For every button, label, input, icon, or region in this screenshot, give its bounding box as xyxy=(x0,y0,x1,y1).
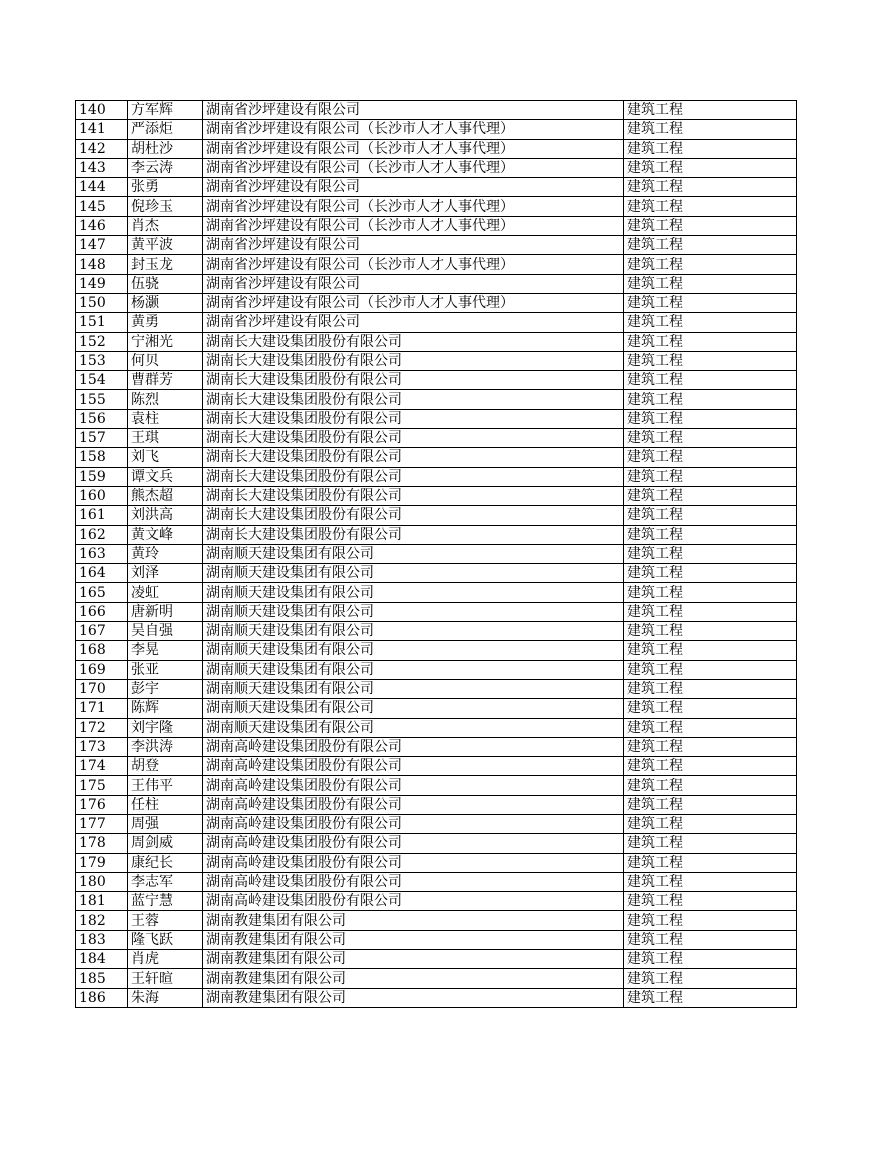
person-name-cell: 陈烈 xyxy=(128,390,203,409)
table-row xyxy=(76,930,797,949)
table-row xyxy=(76,757,797,776)
row-number-cell: 153 xyxy=(76,351,128,370)
organization-cell: 湖南高岭建设集团股份有限公司 xyxy=(203,872,624,891)
category-cell: 建筑工程 xyxy=(624,776,797,795)
person-name-cell: 谭文兵 xyxy=(128,467,203,486)
category-cell: 建筑工程 xyxy=(624,429,797,448)
category-cell: 建筑工程 xyxy=(624,101,797,120)
row-number-cell: 185 xyxy=(76,969,128,988)
person-name-cell: 周强 xyxy=(128,814,203,833)
category-cell: 建筑工程 xyxy=(624,699,797,718)
person-name-cell: 刘泽 xyxy=(128,564,203,583)
organization-cell: 湖南省沙坪建设有限公司（长沙市人才人事代理） xyxy=(203,216,624,235)
organization-cell: 湖南省沙坪建设有限公司 xyxy=(203,236,624,255)
organization-cell: 湖南长大建设集团股份有限公司 xyxy=(203,467,624,486)
person-name-cell: 黄平波 xyxy=(128,236,203,255)
organization-cell: 湖南高岭建设集团股份有限公司 xyxy=(203,795,624,814)
organization-cell: 湖南顺天建设集团有限公司 xyxy=(203,660,624,679)
table-row xyxy=(76,544,797,563)
person-name-cell: 彭宇 xyxy=(128,679,203,698)
table-row xyxy=(76,467,797,486)
organization-cell: 湖南长大建设集团股份有限公司 xyxy=(203,486,624,505)
person-name-cell: 方军辉 xyxy=(128,101,203,120)
table-row xyxy=(76,622,797,641)
row-number-cell: 145 xyxy=(76,197,128,216)
organization-cell: 湖南高岭建设集团股份有限公司 xyxy=(203,737,624,756)
person-name-cell: 李洪涛 xyxy=(128,737,203,756)
organization-cell: 湖南顺天建设集团有限公司 xyxy=(203,544,624,563)
table-row xyxy=(76,216,797,235)
person-name-cell: 熊杰超 xyxy=(128,486,203,505)
person-name-cell: 吴自强 xyxy=(128,622,203,641)
row-number-cell: 147 xyxy=(76,236,128,255)
organization-cell: 湖南高岭建设集团股份有限公司 xyxy=(203,757,624,776)
row-number-cell: 173 xyxy=(76,737,128,756)
row-number-cell: 180 xyxy=(76,872,128,891)
category-cell: 建筑工程 xyxy=(624,602,797,621)
category-cell: 建筑工程 xyxy=(624,872,797,891)
row-number-cell: 148 xyxy=(76,255,128,274)
person-name-cell: 刘宇隆 xyxy=(128,718,203,737)
person-name-cell: 肖虎 xyxy=(128,950,203,969)
row-number-cell: 169 xyxy=(76,660,128,679)
category-cell: 建筑工程 xyxy=(624,660,797,679)
person-name-cell: 黄勇 xyxy=(128,313,203,332)
organization-cell: 湖南教建集团有限公司 xyxy=(203,950,624,969)
category-cell: 建筑工程 xyxy=(624,120,797,139)
category-cell: 建筑工程 xyxy=(624,158,797,177)
organization-cell: 湖南顺天建设集团有限公司 xyxy=(203,699,624,718)
table-row xyxy=(76,409,797,428)
table-row xyxy=(76,255,797,274)
person-name-cell: 王琪 xyxy=(128,429,203,448)
category-cell: 建筑工程 xyxy=(624,390,797,409)
row-number-cell: 143 xyxy=(76,158,128,177)
organization-cell: 湖南长大建设集团股份有限公司 xyxy=(203,351,624,370)
row-number-cell: 172 xyxy=(76,718,128,737)
row-number-cell: 160 xyxy=(76,486,128,505)
organization-cell: 湖南顺天建设集团有限公司 xyxy=(203,679,624,698)
category-cell: 建筑工程 xyxy=(624,255,797,274)
person-name-cell: 唐新明 xyxy=(128,602,203,621)
table-row xyxy=(76,293,797,312)
row-number-cell: 171 xyxy=(76,699,128,718)
row-number-cell: 161 xyxy=(76,506,128,525)
person-name-cell: 李晃 xyxy=(128,641,203,660)
person-name-cell: 隆飞跃 xyxy=(128,930,203,949)
row-number-cell: 181 xyxy=(76,892,128,911)
category-cell: 建筑工程 xyxy=(624,313,797,332)
row-number-cell: 176 xyxy=(76,795,128,814)
table-row xyxy=(76,390,797,409)
person-name-cell: 张亚 xyxy=(128,660,203,679)
organization-cell: 湖南教建集团有限公司 xyxy=(203,930,624,949)
category-cell: 建筑工程 xyxy=(624,236,797,255)
person-name-cell: 王伟平 xyxy=(128,776,203,795)
person-name-cell: 周剑威 xyxy=(128,834,203,853)
category-cell: 建筑工程 xyxy=(624,950,797,969)
table-row xyxy=(76,911,797,930)
person-name-cell: 李云涛 xyxy=(128,158,203,177)
category-cell: 建筑工程 xyxy=(624,467,797,486)
category-cell: 建筑工程 xyxy=(624,718,797,737)
table-row xyxy=(76,158,797,177)
person-name-cell: 倪珍玉 xyxy=(128,197,203,216)
person-name-cell: 严添炬 xyxy=(128,120,203,139)
person-name-cell: 胡登 xyxy=(128,757,203,776)
organization-cell: 湖南省沙坪建设有限公司（长沙市人才人事代理） xyxy=(203,158,624,177)
person-name-cell: 凌虹 xyxy=(128,583,203,602)
organization-cell: 湖南顺天建设集团有限公司 xyxy=(203,602,624,621)
category-cell: 建筑工程 xyxy=(624,814,797,833)
row-number-cell: 163 xyxy=(76,544,128,563)
category-cell: 建筑工程 xyxy=(624,737,797,756)
table-row xyxy=(76,139,797,158)
row-number-cell: 179 xyxy=(76,853,128,872)
category-cell: 建筑工程 xyxy=(624,679,797,698)
table-row xyxy=(76,448,797,467)
table-row xyxy=(76,486,797,505)
row-number-cell: 174 xyxy=(76,757,128,776)
person-name-cell: 陈辉 xyxy=(128,699,203,718)
table-row xyxy=(76,679,797,698)
row-number-cell: 146 xyxy=(76,216,128,235)
table-row xyxy=(76,641,797,660)
row-number-cell: 156 xyxy=(76,409,128,428)
table-row xyxy=(76,988,797,1007)
organization-cell: 湖南教建集团有限公司 xyxy=(203,969,624,988)
category-cell: 建筑工程 xyxy=(624,757,797,776)
row-number-cell: 154 xyxy=(76,371,128,390)
organization-cell: 湖南省沙坪建设有限公司 xyxy=(203,274,624,293)
table-row xyxy=(76,371,797,390)
table-row xyxy=(76,332,797,351)
table-row xyxy=(76,795,797,814)
organization-cell: 湖南高岭建设集团股份有限公司 xyxy=(203,892,624,911)
row-number-cell: 178 xyxy=(76,834,128,853)
person-name-cell: 王轩暄 xyxy=(128,969,203,988)
row-number-cell: 142 xyxy=(76,139,128,158)
row-number-cell: 166 xyxy=(76,602,128,621)
person-name-cell: 黄文峰 xyxy=(128,525,203,544)
person-name-cell: 宁湘光 xyxy=(128,332,203,351)
row-number-cell: 167 xyxy=(76,622,128,641)
organization-cell: 湖南教建集团有限公司 xyxy=(203,911,624,930)
table-row xyxy=(76,699,797,718)
organization-cell: 湖南省沙坪建设有限公司 xyxy=(203,101,624,120)
organization-cell: 湖南长大建设集团股份有限公司 xyxy=(203,332,624,351)
table-row xyxy=(76,776,797,795)
table-row xyxy=(76,274,797,293)
category-cell: 建筑工程 xyxy=(624,930,797,949)
row-number-cell: 140 xyxy=(76,101,128,120)
category-cell: 建筑工程 xyxy=(624,197,797,216)
category-cell: 建筑工程 xyxy=(624,486,797,505)
row-number-cell: 158 xyxy=(76,448,128,467)
row-number-cell: 182 xyxy=(76,911,128,930)
table-row xyxy=(76,834,797,853)
table-row xyxy=(76,313,797,332)
table-row xyxy=(76,197,797,216)
category-cell: 建筑工程 xyxy=(624,216,797,235)
category-cell: 建筑工程 xyxy=(624,622,797,641)
person-name-cell: 袁柱 xyxy=(128,409,203,428)
organization-cell: 湖南教建集团有限公司 xyxy=(203,988,624,1007)
table-row xyxy=(76,602,797,621)
row-number-cell: 149 xyxy=(76,274,128,293)
person-name-cell: 刘洪高 xyxy=(128,506,203,525)
table-row xyxy=(76,892,797,911)
category-cell: 建筑工程 xyxy=(624,853,797,872)
table-row xyxy=(76,564,797,583)
organization-cell: 湖南省沙坪建设有限公司 xyxy=(203,313,624,332)
table-row xyxy=(76,853,797,872)
organization-cell: 湖南顺天建设集团有限公司 xyxy=(203,641,624,660)
row-number-cell: 183 xyxy=(76,930,128,949)
table-row xyxy=(76,737,797,756)
organization-cell: 湖南长大建设集团股份有限公司 xyxy=(203,448,624,467)
row-number-cell: 144 xyxy=(76,178,128,197)
row-number-cell: 184 xyxy=(76,950,128,969)
person-name-cell: 胡杜沙 xyxy=(128,139,203,158)
person-name-cell: 肖杰 xyxy=(128,216,203,235)
row-number-cell: 141 xyxy=(76,120,128,139)
category-cell: 建筑工程 xyxy=(624,564,797,583)
person-name-cell: 蓝宁慧 xyxy=(128,892,203,911)
category-cell: 建筑工程 xyxy=(624,332,797,351)
row-number-cell: 151 xyxy=(76,313,128,332)
row-number-cell: 159 xyxy=(76,467,128,486)
row-number-cell: 177 xyxy=(76,814,128,833)
category-cell: 建筑工程 xyxy=(624,371,797,390)
organization-cell: 湖南省沙坪建设有限公司（长沙市人才人事代理） xyxy=(203,120,624,139)
organization-cell: 湖南顺天建设集团有限公司 xyxy=(203,564,624,583)
table-row xyxy=(76,718,797,737)
category-cell: 建筑工程 xyxy=(624,795,797,814)
table-row xyxy=(76,872,797,891)
organization-cell: 湖南长大建设集团股份有限公司 xyxy=(203,506,624,525)
person-name-cell: 伍骁 xyxy=(128,274,203,293)
table-row xyxy=(76,506,797,525)
table-row xyxy=(76,351,797,370)
row-number-cell: 155 xyxy=(76,390,128,409)
category-cell: 建筑工程 xyxy=(624,641,797,660)
organization-cell: 湖南省沙坪建设有限公司（长沙市人才人事代理） xyxy=(203,197,624,216)
category-cell: 建筑工程 xyxy=(624,525,797,544)
organization-cell: 湖南省沙坪建设有限公司（长沙市人才人事代理） xyxy=(203,139,624,158)
organization-cell: 湖南高岭建设集团股份有限公司 xyxy=(203,834,624,853)
row-number-cell: 165 xyxy=(76,583,128,602)
row-number-cell: 152 xyxy=(76,332,128,351)
table-row xyxy=(76,814,797,833)
table-row xyxy=(76,969,797,988)
category-cell: 建筑工程 xyxy=(624,988,797,1007)
row-number-cell: 162 xyxy=(76,525,128,544)
person-name-cell: 康纪长 xyxy=(128,853,203,872)
roster-table xyxy=(75,100,797,1008)
person-name-cell: 何贝 xyxy=(128,351,203,370)
table-row xyxy=(76,583,797,602)
category-cell: 建筑工程 xyxy=(624,969,797,988)
row-number-cell: 150 xyxy=(76,293,128,312)
table-row xyxy=(76,120,797,139)
organization-cell: 湖南长大建设集团股份有限公司 xyxy=(203,525,624,544)
category-cell: 建筑工程 xyxy=(624,911,797,930)
organization-cell: 湖南省沙坪建设有限公司（长沙市人才人事代理） xyxy=(203,293,624,312)
category-cell: 建筑工程 xyxy=(624,409,797,428)
organization-cell: 湖南长大建设集团股份有限公司 xyxy=(203,409,624,428)
table-row xyxy=(76,178,797,197)
organization-cell: 湖南高岭建设集团股份有限公司 xyxy=(203,814,624,833)
person-name-cell: 杨灏 xyxy=(128,293,203,312)
table-row xyxy=(76,950,797,969)
organization-cell: 湖南顺天建设集团有限公司 xyxy=(203,583,624,602)
table-row xyxy=(76,236,797,255)
organization-cell: 湖南长大建设集团股份有限公司 xyxy=(203,371,624,390)
roster-table-body xyxy=(76,101,797,1008)
category-cell: 建筑工程 xyxy=(624,834,797,853)
organization-cell: 湖南省沙坪建设有限公司（长沙市人才人事代理） xyxy=(203,255,624,274)
table-row xyxy=(76,429,797,448)
category-cell: 建筑工程 xyxy=(624,139,797,158)
person-name-cell: 封玉龙 xyxy=(128,255,203,274)
person-name-cell: 黄玲 xyxy=(128,544,203,563)
category-cell: 建筑工程 xyxy=(624,506,797,525)
category-cell: 建筑工程 xyxy=(624,583,797,602)
person-name-cell: 朱海 xyxy=(128,988,203,1007)
organization-cell: 湖南顺天建设集团有限公司 xyxy=(203,622,624,641)
organization-cell: 湖南长大建设集团股份有限公司 xyxy=(203,429,624,448)
table-row xyxy=(76,660,797,679)
person-name-cell: 王蓉 xyxy=(128,911,203,930)
person-name-cell: 任柱 xyxy=(128,795,203,814)
row-number-cell: 175 xyxy=(76,776,128,795)
organization-cell: 湖南高岭建设集团股份有限公司 xyxy=(203,853,624,872)
organization-cell: 湖南高岭建设集团股份有限公司 xyxy=(203,776,624,795)
organization-cell: 湖南长大建设集团股份有限公司 xyxy=(203,390,624,409)
table-row xyxy=(76,525,797,544)
category-cell: 建筑工程 xyxy=(624,544,797,563)
row-number-cell: 170 xyxy=(76,679,128,698)
organization-cell: 湖南省沙坪建设有限公司 xyxy=(203,178,624,197)
category-cell: 建筑工程 xyxy=(624,293,797,312)
person-name-cell: 李志军 xyxy=(128,872,203,891)
row-number-cell: 164 xyxy=(76,564,128,583)
category-cell: 建筑工程 xyxy=(624,892,797,911)
category-cell: 建筑工程 xyxy=(624,448,797,467)
category-cell: 建筑工程 xyxy=(624,351,797,370)
table-row xyxy=(76,101,797,120)
row-number-cell: 168 xyxy=(76,641,128,660)
person-name-cell: 刘飞 xyxy=(128,448,203,467)
category-cell: 建筑工程 xyxy=(624,178,797,197)
person-name-cell: 曹群芳 xyxy=(128,371,203,390)
row-number-cell: 157 xyxy=(76,429,128,448)
row-number-cell: 186 xyxy=(76,988,128,1007)
person-name-cell: 张勇 xyxy=(128,178,203,197)
organization-cell: 湖南顺天建设集团有限公司 xyxy=(203,718,624,737)
category-cell: 建筑工程 xyxy=(624,274,797,293)
